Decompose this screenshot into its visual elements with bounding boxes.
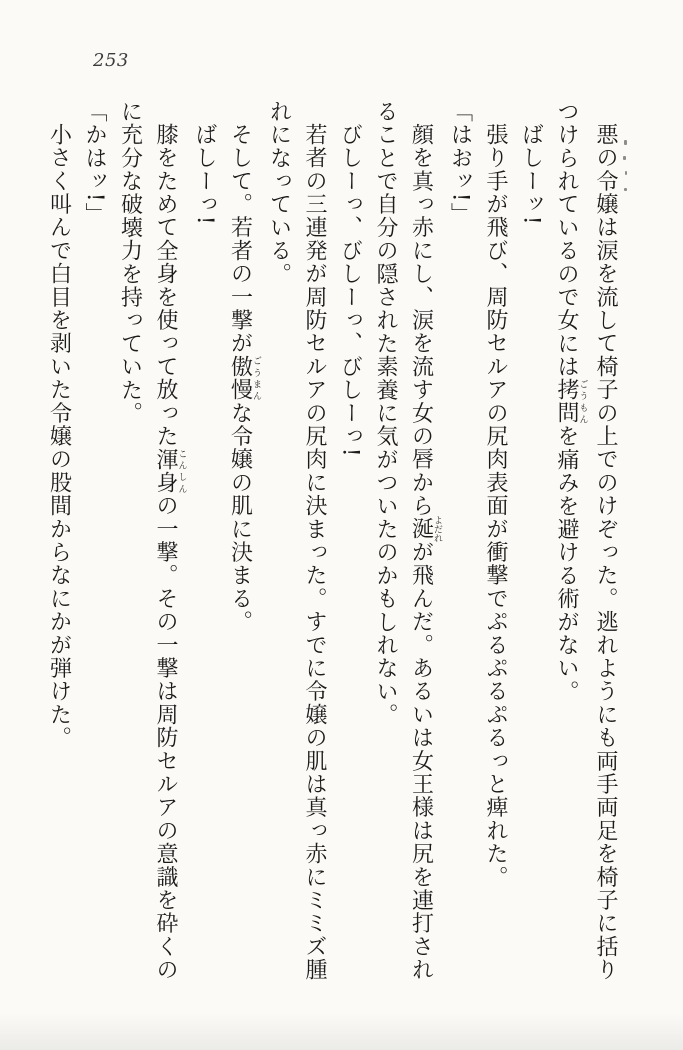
text-line: ることで自分の隠された素養に気がついたのかもしれない。 [373, 100, 398, 727]
scan-speck [623, 156, 626, 160]
scan-speck [624, 188, 627, 191]
page-text [41, 100, 623, 1000]
text-line: ばしーッ! [518, 123, 544, 226]
text-line: れになっている。 [266, 100, 292, 286]
text-line: 張り手が飛び、周防セルアの尻肉表面が衝撃でぷるぷるぷるっと痺れた。 [483, 123, 508, 889]
scan-speck [625, 171, 627, 175]
text-line: 悪の令嬢は涙を流して椅子の上でのけぞった。逃れようにも両手両足を椅子に括り [593, 123, 618, 982]
scan-speck [624, 140, 627, 145]
page-number: 253 [93, 50, 129, 71]
text-line: 「はおッ!」 [447, 100, 473, 227]
text-line: ばしーっ! [192, 123, 217, 226]
text-line: 若者の三連発が周防セルアの尻肉に決まった。すでに令嬢の肌は真っ赤にミミズ腫 [302, 123, 327, 982]
text-line: 「かはッ!」 [82, 100, 107, 227]
text-line: つけられているので女には拷問ごうもんを痛みを避ける術がない。 [554, 100, 588, 704]
text-line: 顔を真っ赤にし、涙を流す女の唇から涎よだれが飛んだ。あるいは女王様は尻を連打され [408, 123, 442, 982]
text-line: 小さく叫んで白目を剥いた令嬢の股間からなにかが弾けた。 [46, 123, 72, 750]
text-line: そして。若者の一撃が傲慢ごうまんな令嬢の肌に決まる。 [227, 123, 261, 634]
text-line: 膝をためて全身を使って放った渾身こんしんの一撃。その一撃は周防セルアの意識を砕くの [153, 123, 187, 982]
text-line: に充分な破壊力を持っていた。 [117, 100, 143, 425]
text-line: びしーっ、びしーっ、びしーっ! [337, 123, 363, 458]
